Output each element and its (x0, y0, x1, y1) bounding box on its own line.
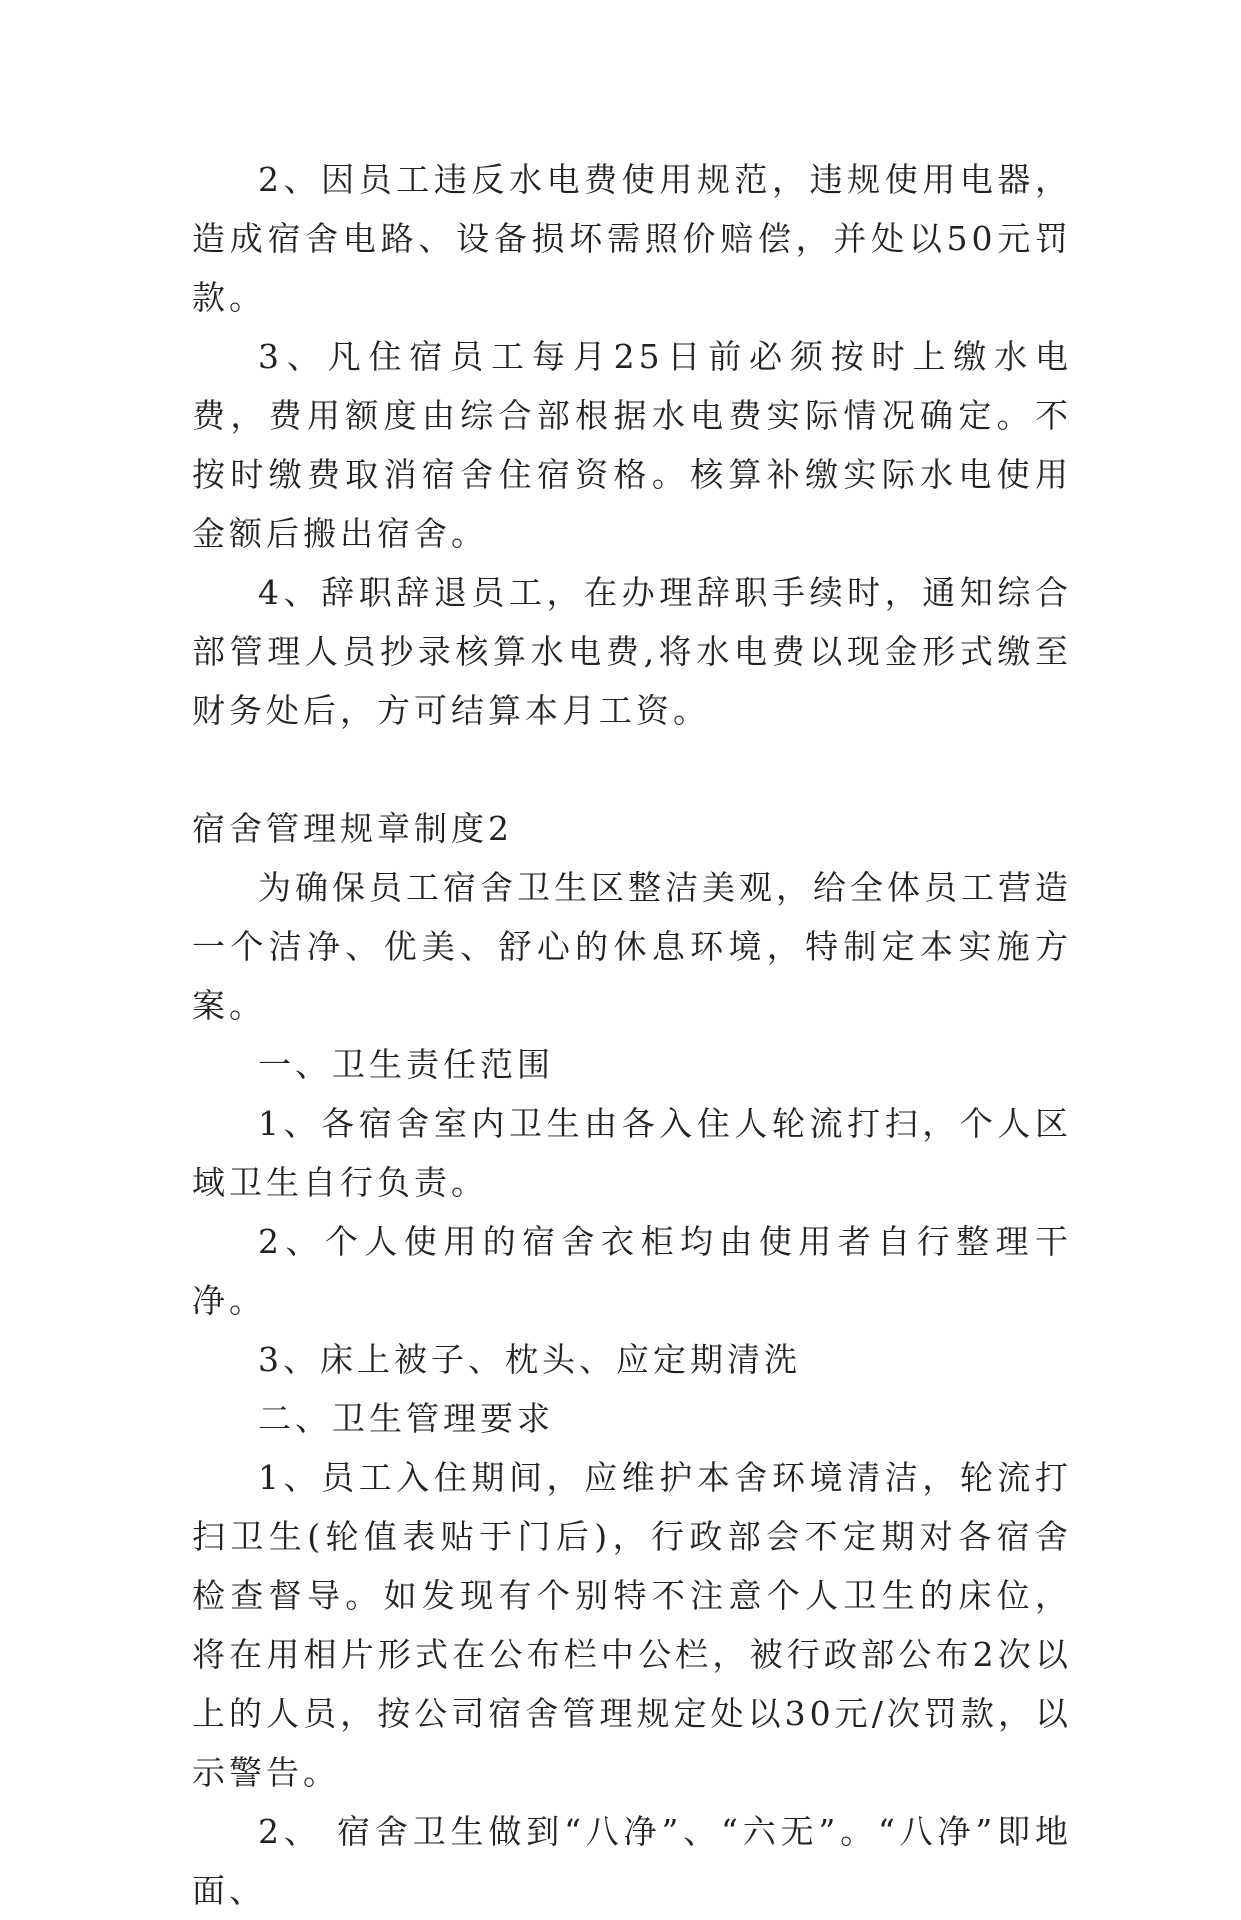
section-title: 宿舍管理规章制度2 (192, 809, 513, 848)
paragraph-inspection-penalty: 1、员工入住期间，应维护本舍环境清洁，轮流打扫卫生(轮值表贴于门后)，行政部会不定期对各宿舍检查督导。如发现有个别特不注意个人卫生的床位，将在用相片形式在公布栏中公栏，被行政部公布2次以上的人员，按公司宿舍管理规定处以30元/次罚款，以示警告。 (192, 1458, 1072, 1792)
paragraph-wardrobe: 2、个人使用的宿舍衣柜均由使用者自行整理干净。 (192, 1222, 1072, 1320)
paragraph-purpose: 为确保员工宿舍卫生区整洁美观，给全体员工营造一个洁净、优美、舒心的休息环境，特制定本实施方案。 (192, 868, 1072, 1025)
paragraph-room-cleaning: 1、各宿舍室内卫生由各入住人轮流打扫，个人区域卫生自行负责。 (192, 1104, 1072, 1202)
section-gap (192, 740, 1072, 799)
heading-hygiene-requirements: 二、卫生管理要求 (258, 1399, 554, 1438)
paragraph-monthly-payment: 3、凡住宿员工每月25日前必须按时上缴水电费，费用额度由综合部根据水电费实际情况确定。不按时缴费取消宿舍住宿资格。核算补缴实际水电使用金额后搬出宿舍。 (192, 337, 1072, 553)
paragraph-resignation-settlement: 4、辞职辞退员工，在办理辞职手续时，通知综合部管理人员抄录核算水电费,将水电费以现金形式缴至财务处后，方可结算本月工资。 (192, 573, 1072, 730)
paragraph-eight-clean-six-none: 2、 宿舍卫生做到“八净”、“六无”。“八净”即地面、 (192, 1812, 1072, 1910)
paragraph-bedding: 3、床上被子、枕头、应定期清洗 (258, 1340, 801, 1379)
heading-hygiene-scope: 一、卫生责任范围 (258, 1045, 554, 1084)
document-body (192, 150, 1072, 1920)
paragraph-water-electric-damage: 2、因员工违反水电费使用规范，违规使用电器，造成宿舍电路、设备损坏需照价赔偿，并处以50元罚款。 (192, 160, 1072, 317)
